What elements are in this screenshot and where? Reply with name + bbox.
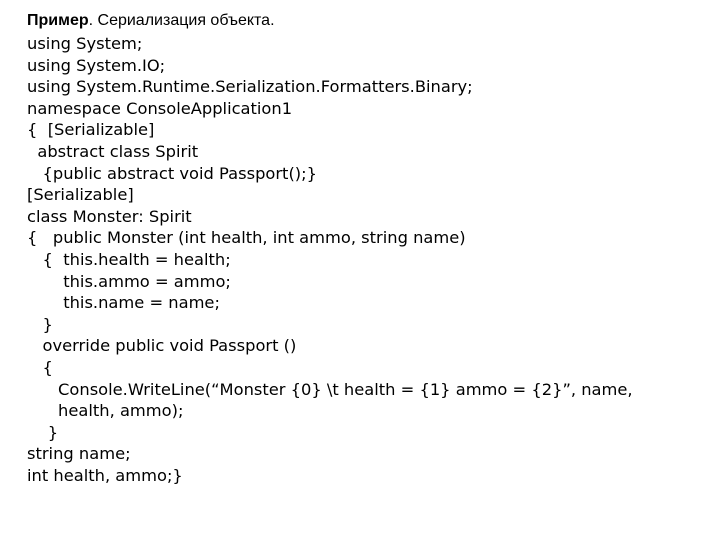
title-rest: . Сериализация объекта.: [88, 12, 275, 29]
code-line: string name;: [27, 444, 131, 464]
code-line: }: [27, 314, 53, 334]
code-line: { [Serializable]: [27, 120, 155, 140]
code-listing: [27, 33, 633, 486]
code-line: abstract class Spirit: [27, 141, 199, 161]
code-line: health, ammo);: [27, 401, 184, 421]
code-line: [Serializable]: [27, 185, 134, 205]
code-line: Console.WriteLine(“Monster {0} \t health = {1} ammo = {2}”, name,: [27, 379, 633, 399]
code-line: { public Monster (int health, int ammo, string name): [27, 228, 466, 248]
code-line: namespace ConsoleApplication1: [27, 98, 293, 118]
code-line: using System;: [27, 34, 143, 53]
code-line: { this.health = health;: [27, 249, 231, 269]
code-line: class Monster: Spirit: [27, 206, 192, 226]
code-line: }: [27, 422, 59, 442]
code-line: int health, ammo;}: [27, 465, 183, 485]
slide-title: [27, 10, 275, 32]
title-bold-word: Пример: [27, 12, 89, 29]
code-line: using System.Runtime.Serialization.Formatters.Binary;: [27, 77, 473, 97]
code-line: override public void Passport (): [27, 336, 297, 356]
code-line: this.name = name;: [27, 293, 220, 313]
code-line: {public abstract void Passport();}: [27, 163, 317, 183]
code-line: using System.IO;: [27, 55, 166, 75]
code-line: this.ammo = ammo;: [27, 271, 231, 291]
code-line: {: [27, 357, 53, 377]
